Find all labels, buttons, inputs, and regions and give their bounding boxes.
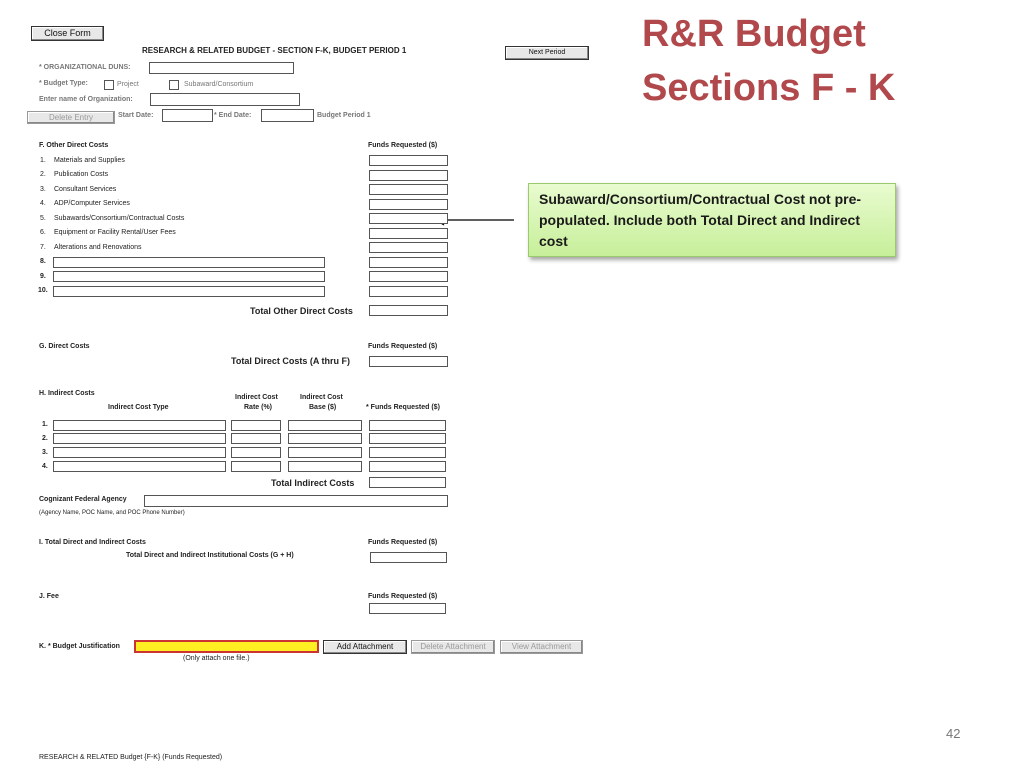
item-num: 10. [38, 287, 48, 294]
project-checkbox[interactable] [104, 80, 114, 90]
section-i-title: I. Total Direct and Indirect Costs [39, 539, 146, 546]
start-date-input[interactable] [162, 109, 213, 122]
section-j-funds-header: Funds Requested ($) [368, 593, 438, 600]
item-num: 7. [40, 244, 46, 251]
end-date-label: * End Date: [214, 112, 252, 119]
total-indirect-label: Total Indirect Costs [271, 478, 355, 488]
indirect-row-num: 1. [42, 421, 48, 428]
cognizant-agency-hint: (Agency Name, POC Name, and POC Phone Number) [39, 510, 185, 516]
indirect-funds-input[interactable] [369, 461, 446, 472]
indirect-type-input[interactable] [53, 461, 226, 472]
total-other-direct-label: Total Other Direct Costs [250, 306, 353, 316]
funds-input[interactable] [369, 170, 448, 181]
cognizant-agency-label: Cognizant Federal Agency [39, 496, 127, 503]
indirect-type-input[interactable] [53, 420, 226, 431]
indirect-rate-input[interactable] [231, 447, 281, 458]
indirect-row-num: 4. [42, 463, 48, 470]
project-label: Project [117, 81, 139, 88]
duns-input[interactable] [149, 62, 294, 74]
subaward-checkbox[interactable] [169, 80, 179, 90]
item-num: 1. [40, 157, 46, 164]
total-direct-label: Total Direct Costs (A thru F) [231, 356, 350, 366]
section-f-funds-header: Funds Requested ($) [368, 142, 438, 149]
col-base-2: Base ($) [309, 404, 337, 411]
funds-input[interactable] [369, 213, 448, 224]
col-rate-2: Rate (%) [244, 404, 273, 411]
indirect-funds-input[interactable] [369, 420, 446, 431]
total-direct-input[interactable] [369, 356, 448, 367]
item-label: Alterations and Renovations [54, 244, 142, 251]
budget-period-label: Budget Period 1 [317, 112, 371, 119]
total-indirect-input[interactable] [369, 477, 446, 488]
item-num: 5. [40, 215, 46, 222]
delete-attachment-button[interactable]: Delete Attachment [411, 640, 495, 654]
cognizant-agency-input[interactable] [144, 495, 448, 507]
col-base-1: Indirect Cost [300, 394, 343, 401]
item-label: Equipment or Facility Rental/User Fees [54, 229, 176, 236]
total-other-direct-input[interactable] [369, 305, 448, 316]
funds-input[interactable] [369, 286, 448, 297]
col-rate-1: Indirect Cost [235, 394, 278, 401]
section-k-title: K. * Budget Justification [39, 643, 120, 650]
item-label: Consultant Services [54, 186, 117, 193]
callout-note: Subaward/Consortium/Contractual Cost not pre-populated. Include both Total Direct and Indirect cost [528, 183, 896, 257]
total-direct-indirect-input[interactable] [370, 552, 447, 563]
next-period-button[interactable]: Next Period [505, 46, 589, 60]
item-description-input[interactable] [53, 271, 325, 282]
funds-input[interactable] [369, 199, 448, 210]
indirect-base-input[interactable] [288, 420, 362, 431]
item-num: 3. [40, 186, 46, 193]
funds-input[interactable] [369, 228, 448, 239]
close-form-button[interactable]: Close Form [31, 26, 104, 41]
item-label: ADP/Computer Services [54, 200, 130, 207]
item-num: 9. [40, 273, 46, 280]
item-num: 6. [40, 229, 46, 236]
indirect-base-input[interactable] [288, 461, 362, 472]
indirect-rate-input[interactable] [231, 420, 281, 431]
indirect-type-input[interactable] [53, 447, 226, 458]
funds-input[interactable] [369, 257, 448, 268]
start-date-label: Start Date: [118, 112, 154, 119]
indirect-row-num: 2. [42, 435, 48, 442]
section-g-title: G. Direct Costs [39, 343, 90, 350]
delete-entry-button[interactable]: Delete Entry [27, 111, 115, 124]
org-name-input[interactable] [150, 93, 300, 106]
item-label: Materials and Supplies [54, 157, 125, 164]
funds-input[interactable] [369, 184, 448, 195]
funds-input[interactable] [369, 242, 448, 253]
item-num: 8. [40, 258, 46, 265]
item-num: 4. [40, 200, 46, 207]
view-attachment-button[interactable]: View Attachment [500, 640, 583, 654]
fee-input[interactable] [369, 603, 446, 614]
col-cost-type: Indirect Cost Type [108, 404, 169, 411]
section-f-title: F. Other Direct Costs [39, 142, 109, 149]
subaward-label: Subaward/Consortium [184, 81, 254, 88]
budget-justification-field[interactable] [134, 640, 319, 653]
item-description-input[interactable] [53, 286, 325, 297]
section-g-funds-header: Funds Requested ($) [368, 343, 438, 350]
attachment-hint: (Only attach one file.) [183, 655, 250, 662]
item-label: Publication Costs [54, 171, 109, 178]
item-description-input[interactable] [53, 257, 325, 268]
page-number: 42 [946, 726, 961, 741]
total-direct-indirect-label: Total Direct and Indirect Institutional Costs (G + H) [126, 552, 294, 559]
section-h-title: H. Indirect Costs [39, 390, 95, 397]
section-j-title: J. Fee [39, 593, 59, 600]
indirect-base-input[interactable] [288, 433, 362, 444]
section-i-funds-header: Funds Requested ($) [368, 539, 438, 546]
col-funds: * Funds Requested ($) [366, 404, 440, 411]
item-label: Subawards/Consortium/Contractual Costs [54, 215, 185, 222]
indirect-funds-input[interactable] [369, 433, 446, 444]
slide-title-line1: R&R Budget [642, 13, 866, 55]
indirect-base-input[interactable] [288, 447, 362, 458]
indirect-row-num: 3. [42, 449, 48, 456]
funds-input[interactable] [369, 271, 448, 282]
indirect-rate-input[interactable] [231, 461, 281, 472]
org-name-label: Enter name of Organization: [39, 96, 133, 103]
budget-type-label: * Budget Type: [39, 80, 88, 87]
indirect-rate-input[interactable] [231, 433, 281, 444]
duns-label: * ORGANIZATIONAL DUNS: [39, 64, 131, 71]
footer-text: RESEARCH & RELATED Budget {F-K} (Funds Requested) [39, 754, 223, 761]
end-date-input[interactable] [261, 109, 314, 122]
form-heading: RESEARCH & RELATED BUDGET - SECTION F-K, BUDGET PERIOD 1 [142, 46, 407, 55]
slide-title-line2: Sections F - K [642, 67, 896, 109]
funds-input[interactable] [369, 155, 448, 166]
indirect-funds-input[interactable] [369, 447, 446, 458]
add-attachment-button[interactable]: Add Attachment [323, 640, 407, 654]
item-num: 2. [40, 171, 46, 178]
indirect-type-input[interactable] [53, 433, 226, 444]
